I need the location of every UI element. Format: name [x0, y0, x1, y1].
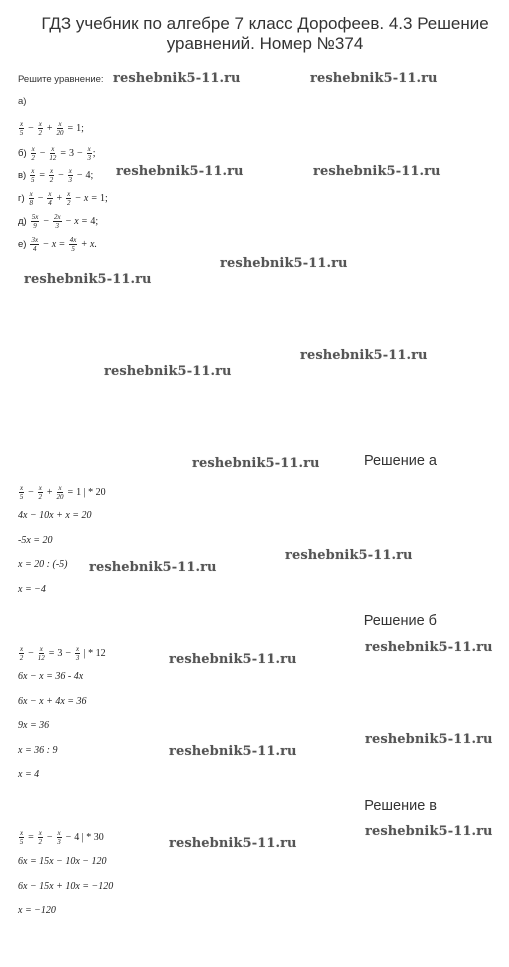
- watermark: reshebnik5-11.ru: [300, 348, 428, 363]
- task-item-g: г) $\frac{x}{8}$ − $\frac{x}{4}$ + $\frac{x}{2}$ − x = 1;: [18, 190, 108, 207]
- task-intro: Решите уравнение:: [18, 74, 104, 85]
- watermark: reshebnik5-11.ru: [24, 272, 152, 287]
- solution-b-line-2: 6x − x = 36 - 4x: [18, 671, 84, 682]
- solution-b-line-6: x = 4: [18, 769, 40, 780]
- task-label-a: а): [18, 96, 27, 107]
- watermark: reshebnik5-11.ru: [113, 71, 241, 86]
- watermark: reshebnik5-11.ru: [365, 824, 493, 839]
- watermark: reshebnik5-11.ru: [89, 560, 217, 575]
- solution-v-header: Решение в: [364, 798, 437, 814]
- task-item-b: б) $\frac{x}{2}$ − $\frac{x}{12}$ = 3 − $\frac{x}{3}$ ;: [18, 145, 96, 162]
- solution-b-header: Решение б: [363, 613, 437, 629]
- watermark: reshebnik5-11.ru: [104, 364, 232, 379]
- task-item-v: в) $\frac{x}{5}$ = $\frac{x}{2}$ − $\frac{x}{3}$ − 4;: [18, 167, 94, 184]
- watermark: reshebnik5-11.ru: [116, 164, 244, 179]
- task-item-e: е) $\frac{3x}{4}$ − x = $\frac{4x}{5}$ + x.: [18, 236, 97, 253]
- solution-b-line-5: x = 36 : 9: [18, 745, 58, 756]
- task-item-g-label: г): [18, 193, 25, 204]
- task-item-d-label: д): [18, 216, 27, 227]
- solution-v-line-1: $\frac{x}{5}$ = $\frac{x}{2}$ − $\frac{x}{3}$ − 4 | * 30: [19, 829, 104, 846]
- task-item-e-label: е): [18, 239, 27, 250]
- solution-a-line-3: -5x = 20: [18, 535, 53, 546]
- watermark: reshebnik5-11.ru: [192, 456, 320, 471]
- task-item-b-label: б): [18, 148, 27, 159]
- solution-v-line-4: x = −120: [18, 905, 56, 916]
- task-item-d: д) $\frac{5x}{9}$ − $\frac{2x}{3}$ − x = 4;: [18, 213, 99, 230]
- watermark: reshebnik5-11.ru: [313, 164, 441, 179]
- solution-a-header: Решение а: [363, 453, 437, 469]
- task-item-a: $\frac{x}{5}$ − $\frac{x}{2}$ + $\frac{x}{20}$ = 1;: [19, 120, 84, 137]
- task-item-v-label: в): [18, 170, 27, 181]
- watermark: reshebnik5-11.ru: [169, 652, 297, 667]
- solution-a-line-5: x = −4: [18, 584, 46, 595]
- solution-a-line-2: 4x − 10x + x = 20: [18, 510, 92, 521]
- solution-v-line-2: 6x = 15x − 10x − 120: [18, 856, 107, 867]
- solution-a-line-4: x = 20 : (-5): [18, 559, 68, 570]
- solution-b-line-3: 6x − x + 4x = 36: [18, 696, 87, 707]
- watermark: reshebnik5-11.ru: [220, 256, 348, 271]
- watermark: reshebnik5-11.ru: [310, 71, 438, 86]
- watermark: reshebnik5-11.ru: [365, 732, 493, 747]
- page-title: ГДЗ учебник по алгебре 7 класс Дорофеев. 4.3 Решение уравнений. Номер №374: [41, 14, 489, 53]
- watermark: reshebnik5-11.ru: [169, 836, 297, 851]
- watermark: reshebnik5-11.ru: [169, 744, 297, 759]
- solution-b-line-4: 9x = 36: [18, 720, 50, 731]
- watermark: reshebnik5-11.ru: [365, 640, 493, 655]
- solution-v-line-3: 6x − 15x + 10x = −120: [18, 881, 114, 892]
- solution-a-line-1: $\frac{x}{5}$ − $\frac{x}{2}$ + $\frac{x}{20}$ = 1 | * 20: [19, 484, 106, 501]
- solution-b-line-1: $\frac{x}{2}$ − $\frac{x}{12}$ = 3 − $\frac{x}{3}$ | * 12: [19, 645, 106, 662]
- watermark: reshebnik5-11.ru: [285, 548, 413, 563]
